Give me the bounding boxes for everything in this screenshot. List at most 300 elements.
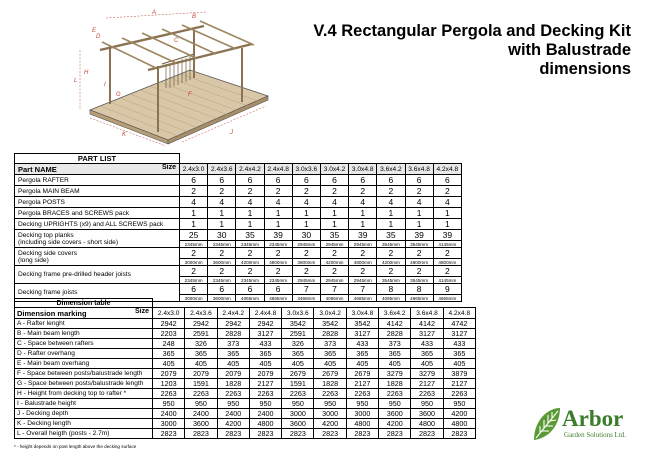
part-length: 2945mm	[349, 277, 377, 284]
part-qty: 2	[292, 186, 320, 197]
part-qty: 4	[405, 197, 433, 208]
dimension-value: 950	[379, 399, 411, 409]
part-length: 4145mm	[433, 277, 461, 284]
dimension-value: 2079	[153, 369, 185, 379]
part-name-subtext: (long side)	[18, 256, 49, 264]
dimension-row	[15, 419, 476, 429]
part-qty: 2	[320, 186, 348, 197]
part-length: 4065mm	[320, 295, 348, 302]
dimension-value: 2823	[314, 429, 346, 439]
dimension-value: 950	[153, 399, 185, 409]
dimension-value: 2127	[443, 379, 475, 389]
dimension-value: 4800	[249, 419, 281, 429]
dimension-value: 1828	[217, 379, 249, 389]
part-qty: 1	[377, 219, 405, 230]
part-qty: 2	[208, 266, 236, 277]
part-row	[15, 208, 462, 219]
part-qty: 1	[377, 208, 405, 219]
part-name	[15, 248, 180, 266]
part-qty: 1	[320, 219, 348, 230]
page-title	[271, 22, 631, 79]
part-qty: 6	[433, 175, 461, 186]
dimension-value: 405	[153, 359, 185, 369]
footnote: * - height depends on post length above the decking surface	[14, 444, 137, 449]
part-qty: 2	[180, 266, 208, 277]
part-qty: 2	[236, 186, 264, 197]
part-qty: 6	[292, 175, 320, 186]
dimension-value: 1591	[282, 379, 314, 389]
dimension-value: 2079	[249, 369, 281, 379]
dimension-row	[15, 319, 476, 329]
dimension-value: 3279	[411, 369, 443, 379]
part-qty: 1	[208, 208, 236, 219]
size-col: 2.4x3.6	[208, 164, 236, 175]
part-qty: 2	[292, 248, 320, 259]
part-qty: 39	[405, 230, 433, 241]
dimension-value: 3879	[443, 369, 475, 379]
dimension-value: 2263	[411, 389, 443, 399]
dimension-marking-header: Dimension marking	[17, 308, 87, 318]
dimension-value: 3127	[443, 329, 475, 339]
part-length: 2945mm	[320, 277, 348, 284]
dimension-value: 2263	[379, 389, 411, 399]
dimension-value: 2263	[153, 389, 185, 399]
dimension-value: 2823	[217, 429, 249, 439]
part-length: 4665mm	[349, 295, 377, 302]
dimension-value: 365	[443, 349, 475, 359]
dimension-name: G - Space between posts/balustrade length	[15, 379, 153, 389]
part-length: 2945mm	[349, 241, 377, 248]
dimension-value: 2400	[153, 409, 185, 419]
part-qty: 8	[405, 284, 433, 295]
dimension-value: 2079	[185, 369, 217, 379]
part-length: 4200mm	[236, 259, 264, 266]
dimension-value: 3279	[379, 369, 411, 379]
part-name	[15, 230, 180, 248]
dimension-value: 2263	[314, 389, 346, 399]
part-length: 2345mm	[264, 241, 292, 248]
dimension-value: 3000	[346, 409, 378, 419]
part-qty: 2	[405, 248, 433, 259]
part-qty: 1	[433, 208, 461, 219]
part-row	[15, 266, 462, 277]
dimension-value: 1203	[153, 379, 185, 389]
dimension-value: 2823	[282, 429, 314, 439]
logo-tagline: Garden Solutions Ltd.	[564, 431, 627, 439]
part-length: 2345mm	[264, 277, 292, 284]
part-length: 4665mm	[405, 295, 433, 302]
part-length: 3545mm	[405, 277, 433, 284]
dimension-value: 405	[379, 359, 411, 369]
part-name-text: Decking frame pre-drilled header joists	[18, 271, 131, 278]
dimension-value: 405	[346, 359, 378, 369]
part-length: 3468mm	[292, 295, 320, 302]
dimension-value: 4800	[411, 419, 443, 429]
part-length: 4065mm	[236, 295, 264, 302]
part-qty: 30	[292, 230, 320, 241]
dimension-value: 3542	[314, 319, 346, 329]
part-qty: 2	[236, 248, 264, 259]
dimension-value: 2823	[346, 429, 378, 439]
label-A: A	[152, 10, 157, 16]
dimension-value: 3127	[346, 329, 378, 339]
part-qty: 6	[236, 284, 264, 295]
dimension-value: 3600	[379, 409, 411, 419]
part-length: 2345mm	[208, 277, 236, 284]
pergola-diagram	[70, 8, 270, 148]
dimension-value: 2591	[282, 329, 314, 339]
dimension-name: F - Space between posts/balustrade length	[15, 369, 153, 379]
dims-size-header: Size	[134, 308, 149, 315]
dimension-row	[15, 359, 476, 369]
part-qty: 1	[236, 219, 264, 230]
part-qty: 1	[236, 208, 264, 219]
part-qty: 1	[180, 219, 208, 230]
part-length: 3600mm	[292, 259, 320, 266]
logo-name: Arbor	[562, 406, 624, 431]
dimension-table-title: Dimension table	[15, 299, 153, 308]
part-qty: 2	[236, 266, 264, 277]
size-col: 3.6x4.8	[405, 164, 433, 175]
part-name	[15, 219, 180, 230]
part-list-title: PART LIST	[15, 154, 180, 164]
dimension-row	[15, 409, 476, 419]
part-qty: 2	[180, 248, 208, 259]
dimension-value: 433	[346, 339, 378, 349]
title-line-3: dimensions	[539, 60, 631, 78]
dimension-value: 3542	[346, 319, 378, 329]
part-qty: 2	[349, 186, 377, 197]
dimension-value: 3127	[249, 329, 281, 339]
part-qty: 7	[320, 284, 348, 295]
label-E: E	[92, 28, 97, 34]
dimension-row	[15, 329, 476, 339]
dimension-value: 405	[249, 359, 281, 369]
dimension-name: K - Decking length	[15, 419, 153, 429]
dimension-value: 950	[346, 399, 378, 409]
part-qty: 2	[349, 248, 377, 259]
dimension-value: 950	[443, 399, 475, 409]
part-length: 3600mm	[208, 295, 236, 302]
dimension-value: 2942	[217, 319, 249, 329]
part-qty: 4	[433, 197, 461, 208]
part-qty: 6	[320, 175, 348, 186]
part-name-text: Decking UPRIGHTS (x9) and ALL SCREWS pack	[18, 220, 164, 228]
part-qty: 2	[320, 248, 348, 259]
dimension-value: 4800	[443, 419, 475, 429]
dimension-value: 2679	[282, 369, 314, 379]
part-qty: 6	[264, 175, 292, 186]
part-length: 4800mm	[264, 259, 292, 266]
part-qty: 2	[320, 266, 348, 277]
dimension-value: 373	[379, 339, 411, 349]
dimension-value: 2127	[249, 379, 281, 389]
dimension-value: 2400	[185, 409, 217, 419]
label-C: C	[174, 38, 179, 44]
dims-size-col: 3.0x4.2	[314, 308, 346, 319]
dimension-value: 3600	[411, 409, 443, 419]
part-length: 3000mm	[180, 295, 208, 302]
dimension-row	[15, 389, 476, 399]
part-qty: 9	[433, 284, 461, 295]
dimension-value: 405	[443, 359, 475, 369]
dimension-value: 2263	[185, 389, 217, 399]
dimension-value: 365	[185, 349, 217, 359]
dimension-value: 365	[217, 349, 249, 359]
dimension-value: 405	[282, 359, 314, 369]
part-qty: 4	[320, 197, 348, 208]
part-qty: 1	[292, 219, 320, 230]
dimension-value: 1828	[314, 379, 346, 389]
dimension-value: 2823	[249, 429, 281, 439]
part-qty: 2	[264, 266, 292, 277]
dimension-value: 2079	[217, 369, 249, 379]
part-row	[15, 219, 462, 230]
dimension-value: 2823	[153, 429, 185, 439]
part-name	[15, 186, 180, 197]
part-qty: 1	[320, 208, 348, 219]
label-G: G	[116, 92, 121, 98]
part-qty: 39	[349, 230, 377, 241]
dimension-value: 2263	[249, 389, 281, 399]
dimension-row	[15, 369, 476, 379]
part-name	[15, 175, 180, 186]
dimension-value: 2823	[379, 429, 411, 439]
label-L: L	[74, 78, 78, 84]
part-row	[15, 230, 462, 241]
dimension-value: 3127	[411, 329, 443, 339]
dimension-value: 3000	[314, 409, 346, 419]
label-B: B	[192, 14, 197, 20]
part-qty: 35	[377, 230, 405, 241]
part-qty: 7	[349, 284, 377, 295]
part-qty: 2	[208, 248, 236, 259]
dimension-value: 950	[411, 399, 443, 409]
part-qty: 4	[180, 197, 208, 208]
leaf-icon	[534, 408, 560, 440]
part-name-text: Decking frame joists	[18, 289, 78, 296]
part-qty: 4	[377, 197, 405, 208]
dimension-value: 2823	[443, 429, 475, 439]
dimension-name: H - Height from decking top to rafter *	[15, 389, 153, 399]
dimension-row	[15, 429, 476, 439]
size-col: 3.0x4.8	[349, 164, 377, 175]
part-qty: 35	[320, 230, 348, 241]
dimension-value: 4200	[379, 419, 411, 429]
part-row	[15, 284, 462, 295]
size-header: Size	[161, 164, 176, 171]
part-qty: 6	[405, 175, 433, 186]
part-length: 3545mm	[377, 277, 405, 284]
part-list-table	[14, 153, 462, 302]
dimension-value: 4742	[443, 319, 475, 329]
part-row	[15, 197, 462, 208]
part-qty: 2	[433, 266, 461, 277]
dimension-value: 2263	[217, 389, 249, 399]
part-qty: 4	[208, 197, 236, 208]
dimension-value: 365	[153, 349, 185, 359]
dimension-value: 433	[249, 339, 281, 349]
part-qty: 1	[349, 208, 377, 219]
dimension-value: 950	[217, 399, 249, 409]
dimension-name: B - Main beam length	[15, 329, 153, 339]
dimension-value: 2400	[249, 409, 281, 419]
part-length: 3545mm	[377, 241, 405, 248]
dimension-value: 2591	[185, 329, 217, 339]
part-name-subtext: (including side covers - short side)	[18, 238, 119, 246]
part-qty: 35	[236, 230, 264, 241]
dimension-value: 365	[314, 349, 346, 359]
part-qty: 39	[264, 230, 292, 241]
dimension-value: 4142	[411, 319, 443, 329]
dimension-value: 405	[314, 359, 346, 369]
dimension-value: 2823	[411, 429, 443, 439]
part-qty: 2	[292, 266, 320, 277]
part-qty: 2	[377, 266, 405, 277]
part-row	[15, 248, 462, 259]
part-qty: 2	[349, 266, 377, 277]
size-col: 2.4x4.2	[236, 164, 264, 175]
dimension-row	[15, 349, 476, 359]
dimension-value: 405	[411, 359, 443, 369]
dimension-value: 2203	[153, 329, 185, 339]
dimension-value: 2828	[217, 329, 249, 339]
part-qty: 6	[377, 175, 405, 186]
part-length: 3545mm	[405, 241, 433, 248]
dimension-value: 4200	[314, 419, 346, 429]
label-K: K	[122, 132, 127, 138]
part-name-text: Pergola BRACES and SCREWS pack	[18, 209, 130, 217]
part-qty: 1	[180, 208, 208, 219]
dimension-value: 950	[185, 399, 217, 409]
dims-size-col: 3.6x4.2	[379, 308, 411, 319]
dims-size-col: 2.4x4.8	[249, 308, 281, 319]
part-qty: 1	[405, 208, 433, 219]
dimension-row	[15, 339, 476, 349]
part-name	[15, 208, 180, 219]
part-qty: 2	[264, 186, 292, 197]
dimension-name: D - Rafter overhang	[15, 349, 153, 359]
dimension-value: 248	[153, 339, 185, 349]
part-name-header: Part NAME	[18, 164, 57, 174]
dimension-value: 3000	[153, 419, 185, 429]
part-name-text: Pergola RAFTER	[18, 176, 69, 184]
part-list-body	[15, 175, 462, 302]
dimension-value: 326	[185, 339, 217, 349]
part-row	[15, 175, 462, 186]
part-qty: 6	[236, 175, 264, 186]
dimension-value: 373	[314, 339, 346, 349]
part-qty: 4	[236, 197, 264, 208]
part-length: 4665mm	[433, 295, 461, 302]
dimension-value: 1591	[185, 379, 217, 389]
size-col: 4.2x4.8	[433, 164, 461, 175]
dimension-value: 2828	[379, 329, 411, 339]
part-qty: 30	[208, 230, 236, 241]
part-length: 3000mm	[180, 259, 208, 266]
dims-size-col: 4.2x4.8	[443, 308, 475, 319]
dims-size-col: 3.0x4.8	[346, 308, 378, 319]
dimension-value: 2942	[249, 319, 281, 329]
title-line-2: with Balustrade	[508, 41, 631, 59]
dimension-value: 2263	[346, 389, 378, 399]
part-qty: 2	[180, 186, 208, 197]
part-length: 2345mm	[180, 277, 208, 284]
dimension-value: 365	[282, 349, 314, 359]
label-H: H	[84, 70, 89, 76]
part-length: 3600mm	[208, 259, 236, 266]
part-length: 4800mm	[405, 259, 433, 266]
part-qty: 4	[349, 197, 377, 208]
part-name	[15, 266, 180, 284]
part-length: 2345mm	[236, 241, 264, 248]
part-qty: 4	[292, 197, 320, 208]
dimension-value: 4200	[217, 419, 249, 429]
part-qty: 1	[292, 208, 320, 219]
part-name	[15, 197, 180, 208]
part-qty: 7	[292, 284, 320, 295]
dimension-value: 365	[249, 349, 281, 359]
dimension-value: 2263	[282, 389, 314, 399]
part-row	[15, 186, 462, 197]
part-name-text: Decking side covers	[18, 249, 78, 257]
part-qty: 8	[377, 284, 405, 295]
dimension-value: 2400	[217, 409, 249, 419]
dimension-value: 2823	[185, 429, 217, 439]
dimension-row	[15, 399, 476, 409]
part-qty: 2	[264, 248, 292, 259]
part-qty: 4	[264, 197, 292, 208]
dimension-value: 2942	[185, 319, 217, 329]
part-length: 4800mm	[349, 259, 377, 266]
part-qty: 6	[180, 284, 208, 295]
part-qty: 2	[208, 186, 236, 197]
dimension-table-body	[15, 319, 476, 439]
dimension-value: 2127	[411, 379, 443, 389]
dimension-value: 950	[282, 399, 314, 409]
dimension-value: 2679	[314, 369, 346, 379]
part-length: 2945mm	[292, 277, 320, 284]
dims-size-col: 3.6x4.8	[411, 308, 443, 319]
dimension-value: 373	[217, 339, 249, 349]
dimension-value: 1828	[379, 379, 411, 389]
part-name-text: Pergola POSTS	[18, 198, 65, 206]
part-qty: 2	[377, 186, 405, 197]
part-qty: 1	[405, 219, 433, 230]
part-qty: 6	[264, 284, 292, 295]
dims-size-col: 3.0x3.6	[282, 308, 314, 319]
label-I: I	[104, 82, 106, 88]
part-qty: 6	[208, 175, 236, 186]
part-qty: 1	[264, 208, 292, 219]
part-qty: 39	[433, 230, 461, 241]
part-length: 2945mm	[320, 241, 348, 248]
dimension-name: A - Rafter lenght	[15, 319, 153, 329]
part-qty: 1	[264, 219, 292, 230]
size-col: 3.0x4.2	[320, 164, 348, 175]
part-length: 4800mm	[433, 259, 461, 266]
dimension-value: 405	[217, 359, 249, 369]
dimension-value: 365	[346, 349, 378, 359]
size-col: 3.6x4.2	[377, 164, 405, 175]
size-col: 2.4x3.0	[180, 164, 208, 175]
dimension-value: 2828	[314, 329, 346, 339]
dimension-value: 4800	[346, 419, 378, 429]
dimension-value: 4142	[379, 319, 411, 329]
part-length: 2945mm	[292, 241, 320, 248]
dimension-name: C - Space between rafters	[15, 339, 153, 349]
dimension-value: 433	[411, 339, 443, 349]
